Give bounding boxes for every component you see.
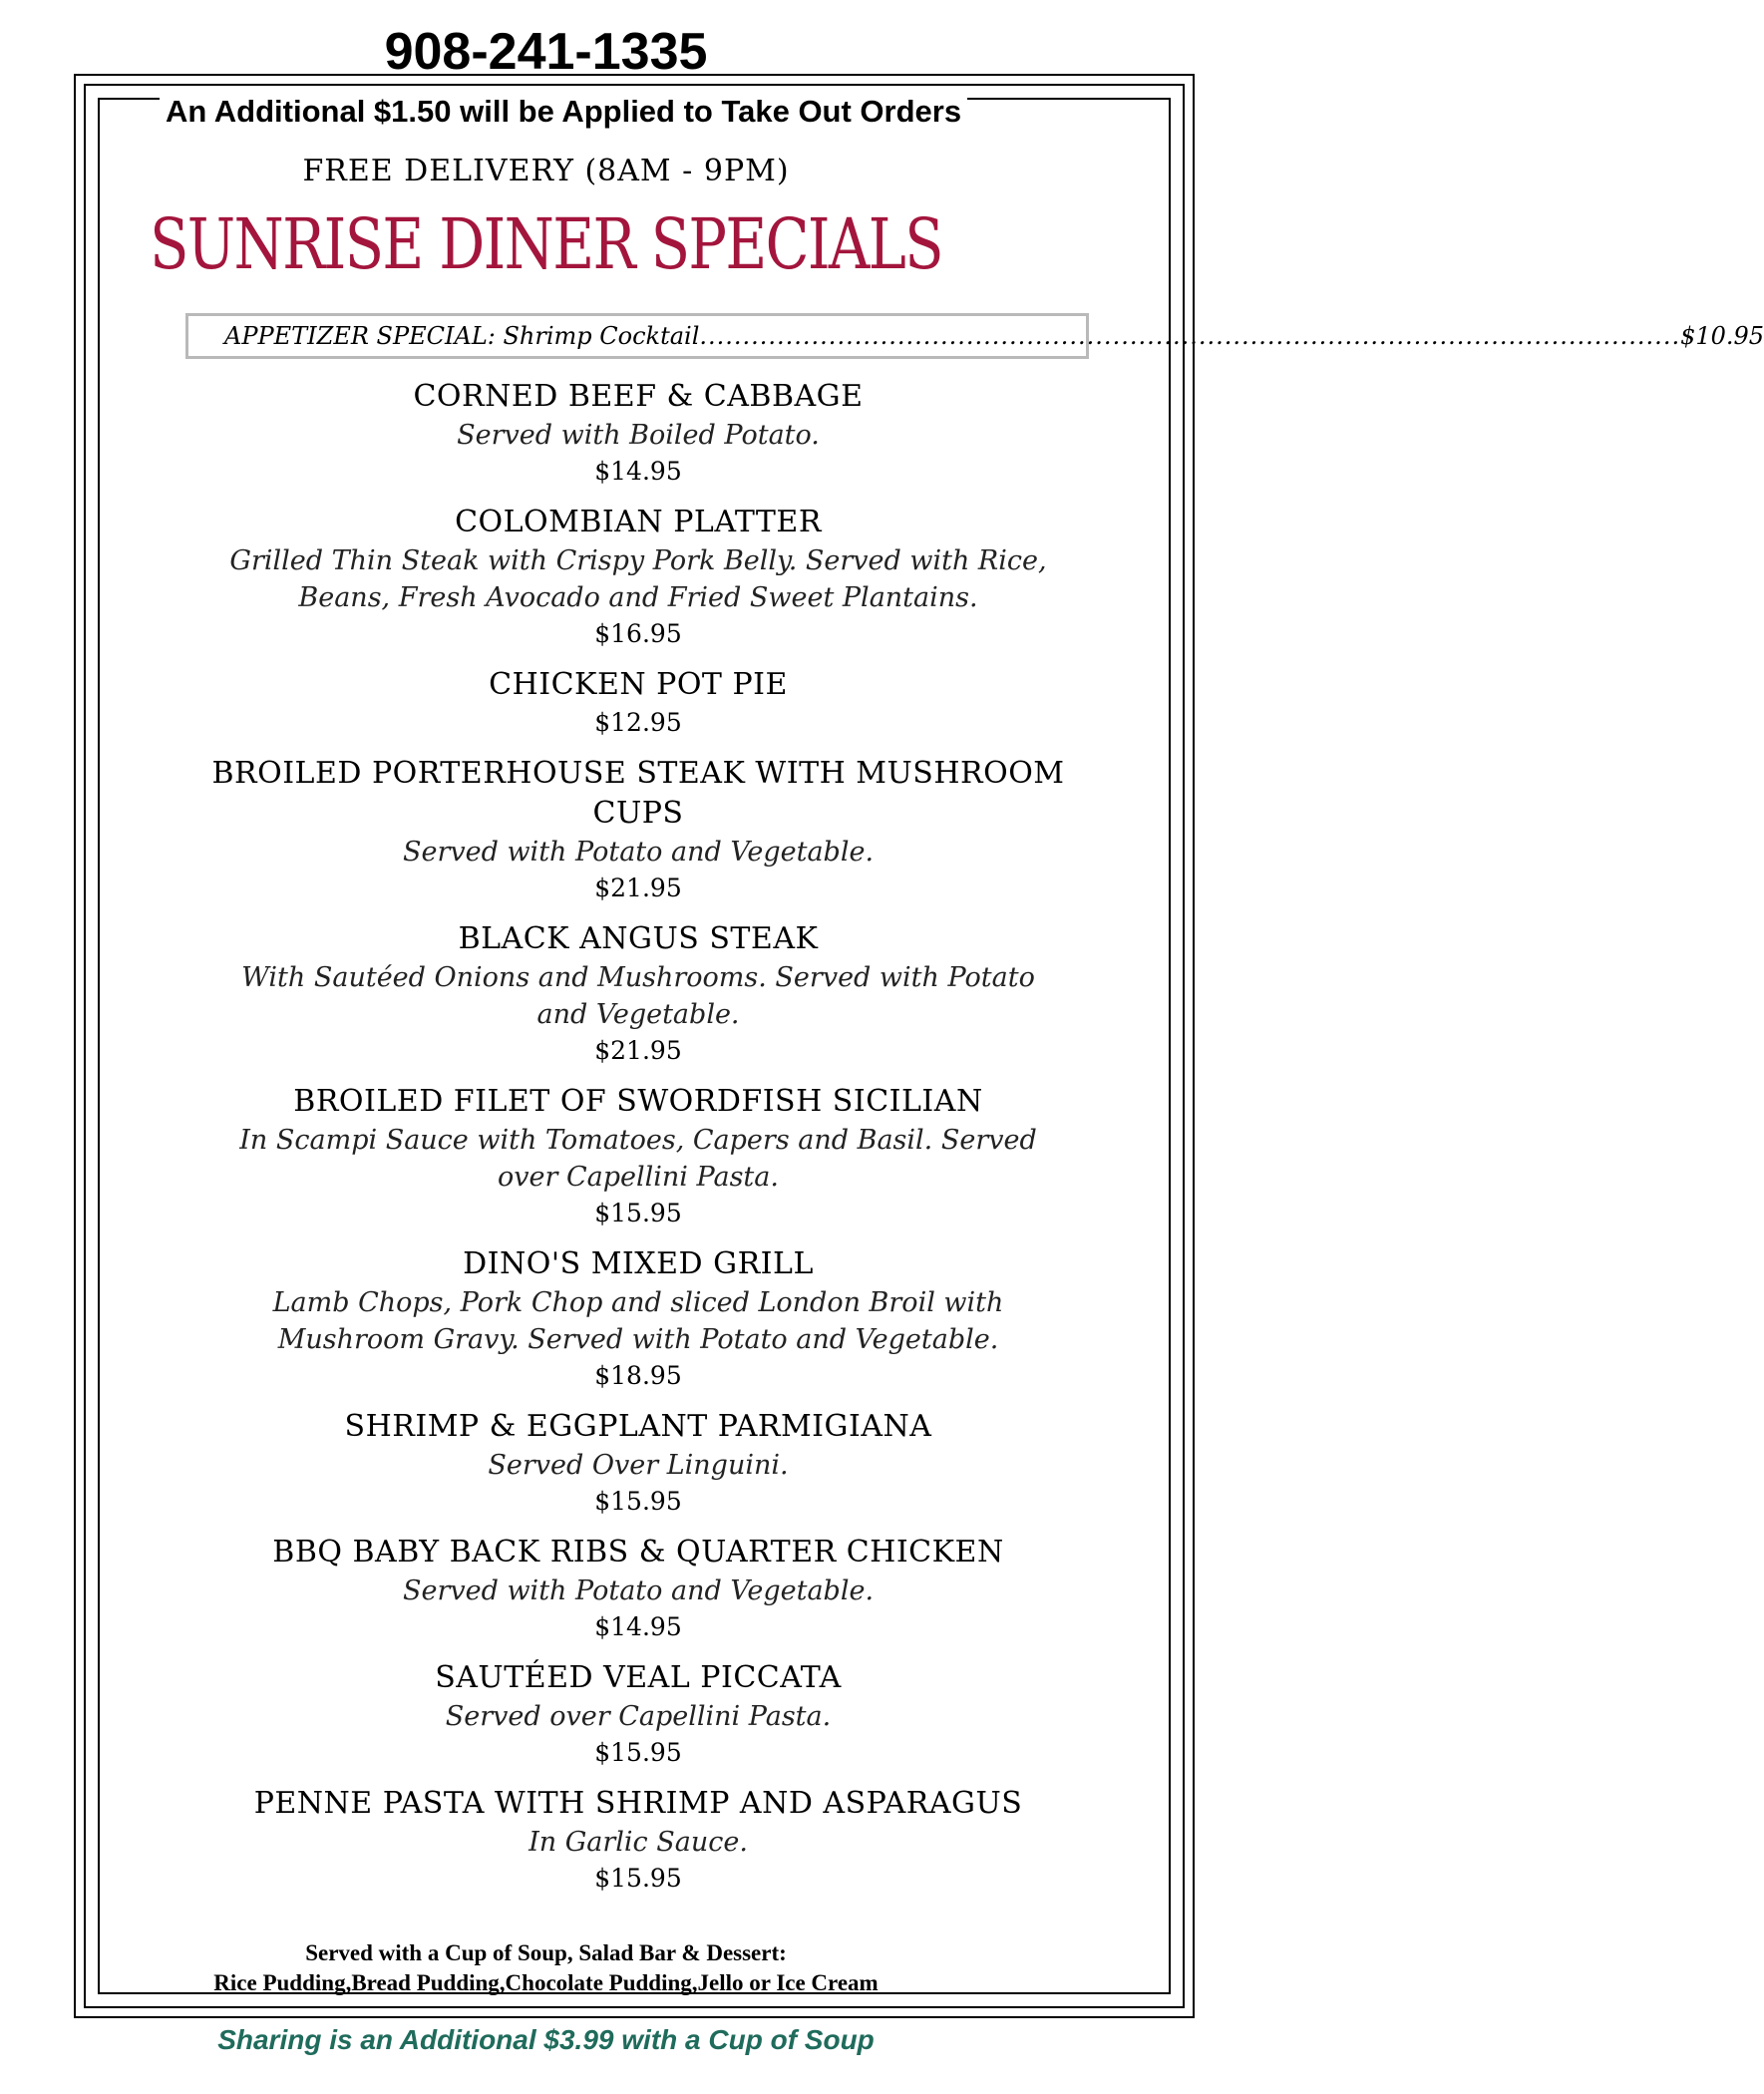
menu-item-description: With Sautéed Onions and Mushrooms. Served with Potato and Vegetable.: [241, 962, 1035, 1030]
menu-item-name: BLACK ANGUS STEAK: [458, 921, 819, 956]
menu-item-description: Served Over Linguini.: [488, 1450, 789, 1481]
menu-item-description: In Scampi Sauce with Tomatoes, Capers and Basil. Served over Capellini Pasta.: [239, 1125, 1037, 1193]
menu-item-name: PENNE PASTA WITH SHRIMP AND ASPARAGUS: [253, 1786, 1023, 1821]
menu-item: [199, 1784, 1077, 1897]
menu-item-price: $21.95: [594, 873, 682, 902]
menu-item: [199, 919, 1077, 1069]
menu-item-name: SHRIMP & EGGPLANT PARMIGIANA: [344, 1409, 932, 1444]
menu-item-price: $18.95: [594, 1361, 682, 1390]
menu-item: [199, 665, 1077, 741]
menu-item: [199, 1533, 1077, 1645]
menu-item-price: $21.95: [594, 1036, 682, 1065]
menu-item: [199, 377, 1077, 490]
appetizer-leader-dots: ..................................................................................................................: [699, 322, 1681, 350]
phone-number: 908-241-1335: [384, 23, 708, 81]
menu-item-description: Lamb Chops, Pork Chop and sliced London Broil with Mushroom Gravy. Served with Potato and Vegetable.: [272, 1287, 1004, 1355]
delivery-hours: FREE DELIVERY (8AM - 9PM): [302, 154, 790, 188]
sharing-note: Sharing is an Additional $3.99 with a Cup of Soup: [217, 2024, 875, 2055]
included-sides-note: [0, 1938, 1182, 1998]
menu-item-description: Grilled Thin Steak with Crispy Pork Belly. Served with Rice, Beans, Fresh Avocado and Fried Sweet Plantains.: [229, 545, 1047, 613]
menu-item: [199, 503, 1077, 652]
menu-item-description: Served with Boiled Potato.: [457, 420, 820, 451]
menu-item: [199, 1082, 1077, 1231]
appetizer-special-box: [185, 313, 1764, 359]
menu-item-price: $15.95: [594, 1487, 682, 1516]
menu-item-description: Served with Potato and Vegetable.: [402, 1575, 875, 1606]
menu-item-price: $15.95: [594, 1738, 682, 1767]
menu-item-description: Served with Potato and Vegetable.: [402, 837, 875, 868]
menu-item-name: DINO'S MIXED GRILL: [463, 1246, 814, 1281]
takeout-note: An Additional $1.50 will be Applied to Take Out Orders: [160, 92, 967, 132]
menu-item-price: $15.95: [594, 1199, 682, 1227]
menu-item-price: $12.95: [594, 708, 682, 737]
menu-item-name: COLOMBIAN PLATTER: [455, 505, 822, 539]
menu-item: [199, 754, 1077, 906]
menu-item-price: $15.95: [594, 1864, 682, 1893]
menu-item: [199, 1244, 1077, 1394]
menu-item-description: In Garlic Sauce.: [529, 1827, 748, 1858]
menu-title: SUNRISE DINER SPECIALS: [150, 203, 942, 285]
menu-item-name: BROILED FILET OF SWORDFISH SICILIAN: [293, 1084, 983, 1119]
menu-item-price: $14.95: [594, 457, 682, 486]
appetizer-price: $10.95: [1680, 322, 1764, 350]
menu-item-name: SAUTÉED VEAL PICCATA: [435, 1660, 842, 1695]
specials-list: [110, 377, 1077, 1910]
menu-item-price: $16.95: [594, 619, 682, 648]
menu-item-price: $14.95: [594, 1612, 682, 1641]
included-sides-line-2: Rice Pudding,Bread Pudding,Chocolate Pudding,Jello or Ice Cream: [213, 1970, 879, 1995]
menu-item-name: BBQ BABY BACK RIBS & QUARTER CHICKEN: [272, 1535, 1004, 1570]
menu-item: [199, 1407, 1077, 1520]
menu-item-name: CHICKEN POT PIE: [489, 667, 788, 702]
menu-item-name: BROILED PORTERHOUSE STEAK WITH MUSHROOM CUPS: [211, 756, 1065, 831]
appetizer-label: APPETIZER SPECIAL: Shrimp Cocktail: [224, 322, 700, 350]
menu-item-description: Served over Capellini Pasta.: [445, 1701, 832, 1732]
menu-item-name: CORNED BEEF & CABBAGE: [413, 379, 864, 414]
menu-item: [199, 1658, 1077, 1771]
included-sides-line-1: Served with a Cup of Soup, Salad Bar & Dessert:: [305, 1940, 787, 1965]
